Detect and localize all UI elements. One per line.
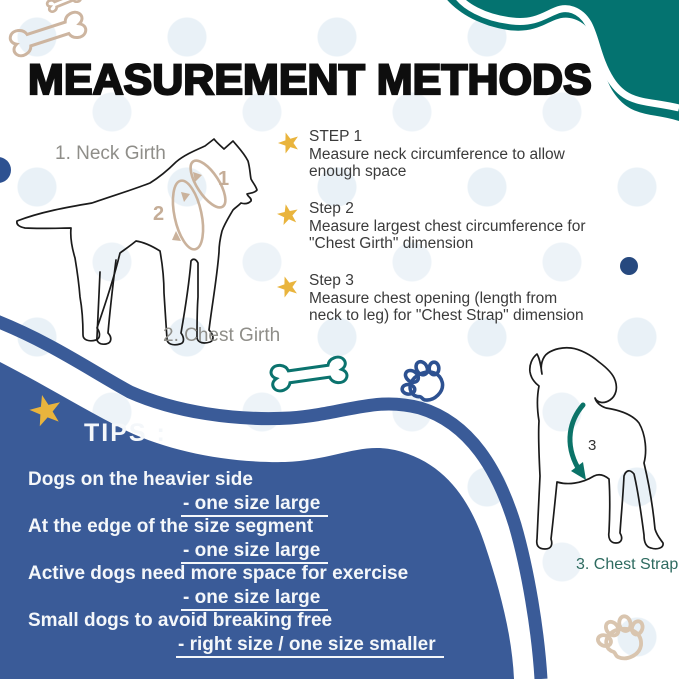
loop-number-2: 2 bbox=[153, 203, 165, 225]
step-1-heading: STEP 1 bbox=[309, 128, 363, 145]
loop-number-1: 1 bbox=[218, 168, 230, 190]
step-3-heading: Step 3 bbox=[309, 272, 354, 289]
curved-arrow-icon bbox=[570, 405, 586, 480]
step-3 bbox=[309, 272, 669, 325]
bone-icon bbox=[8, 10, 87, 57]
tip-result: - one size large bbox=[181, 539, 508, 563]
dog-front-outline bbox=[530, 348, 663, 549]
tip-result: - one size large bbox=[181, 492, 508, 516]
label-chest-girth: 2. Chest Girth bbox=[163, 325, 281, 346]
tip-result: - one size large bbox=[181, 586, 508, 610]
label-neck-girth: 1. Neck Girth bbox=[55, 143, 166, 164]
bone-icon bbox=[270, 356, 348, 392]
step-1-line: enough space bbox=[309, 163, 407, 180]
star-icon bbox=[275, 273, 301, 298]
step-2-line: "Chest Girth" dimension bbox=[309, 235, 474, 252]
step-2-heading: Step 2 bbox=[309, 200, 354, 217]
label-chest-strap: 3. Chest Strap bbox=[576, 556, 679, 573]
navy-half-dot bbox=[0, 157, 11, 183]
step-3-line: Measure chest opening (length from bbox=[309, 289, 558, 307]
tip-text: Small dogs to avoid breaking free bbox=[28, 610, 333, 631]
step-2-line: Measure largest chest circumference for bbox=[309, 217, 586, 235]
tip-text: Active dogs need more space for exercise bbox=[28, 563, 409, 584]
step-1-line: Measure neck circumference to allow bbox=[309, 145, 565, 163]
tips-list bbox=[28, 468, 508, 656]
step-2 bbox=[309, 200, 669, 253]
tip-text: At the edge of the size segment bbox=[28, 516, 314, 537]
tip-result: - right size / one size smaller bbox=[176, 633, 508, 657]
step-1 bbox=[309, 128, 669, 181]
paw-icon bbox=[592, 612, 651, 663]
arrow-number-3: 3 bbox=[588, 437, 597, 454]
page-title: MEASUREMENT METHODS bbox=[28, 56, 592, 104]
measure-loop-chest bbox=[168, 178, 209, 252]
star-icon bbox=[275, 202, 300, 226]
tips-heading: TIPS : bbox=[84, 419, 167, 447]
star-icon bbox=[276, 129, 302, 154]
step-3-line: neck to leg) for "Chest Strap" dimension bbox=[309, 307, 584, 324]
tip-text: Dogs on the heavier side bbox=[28, 469, 253, 490]
